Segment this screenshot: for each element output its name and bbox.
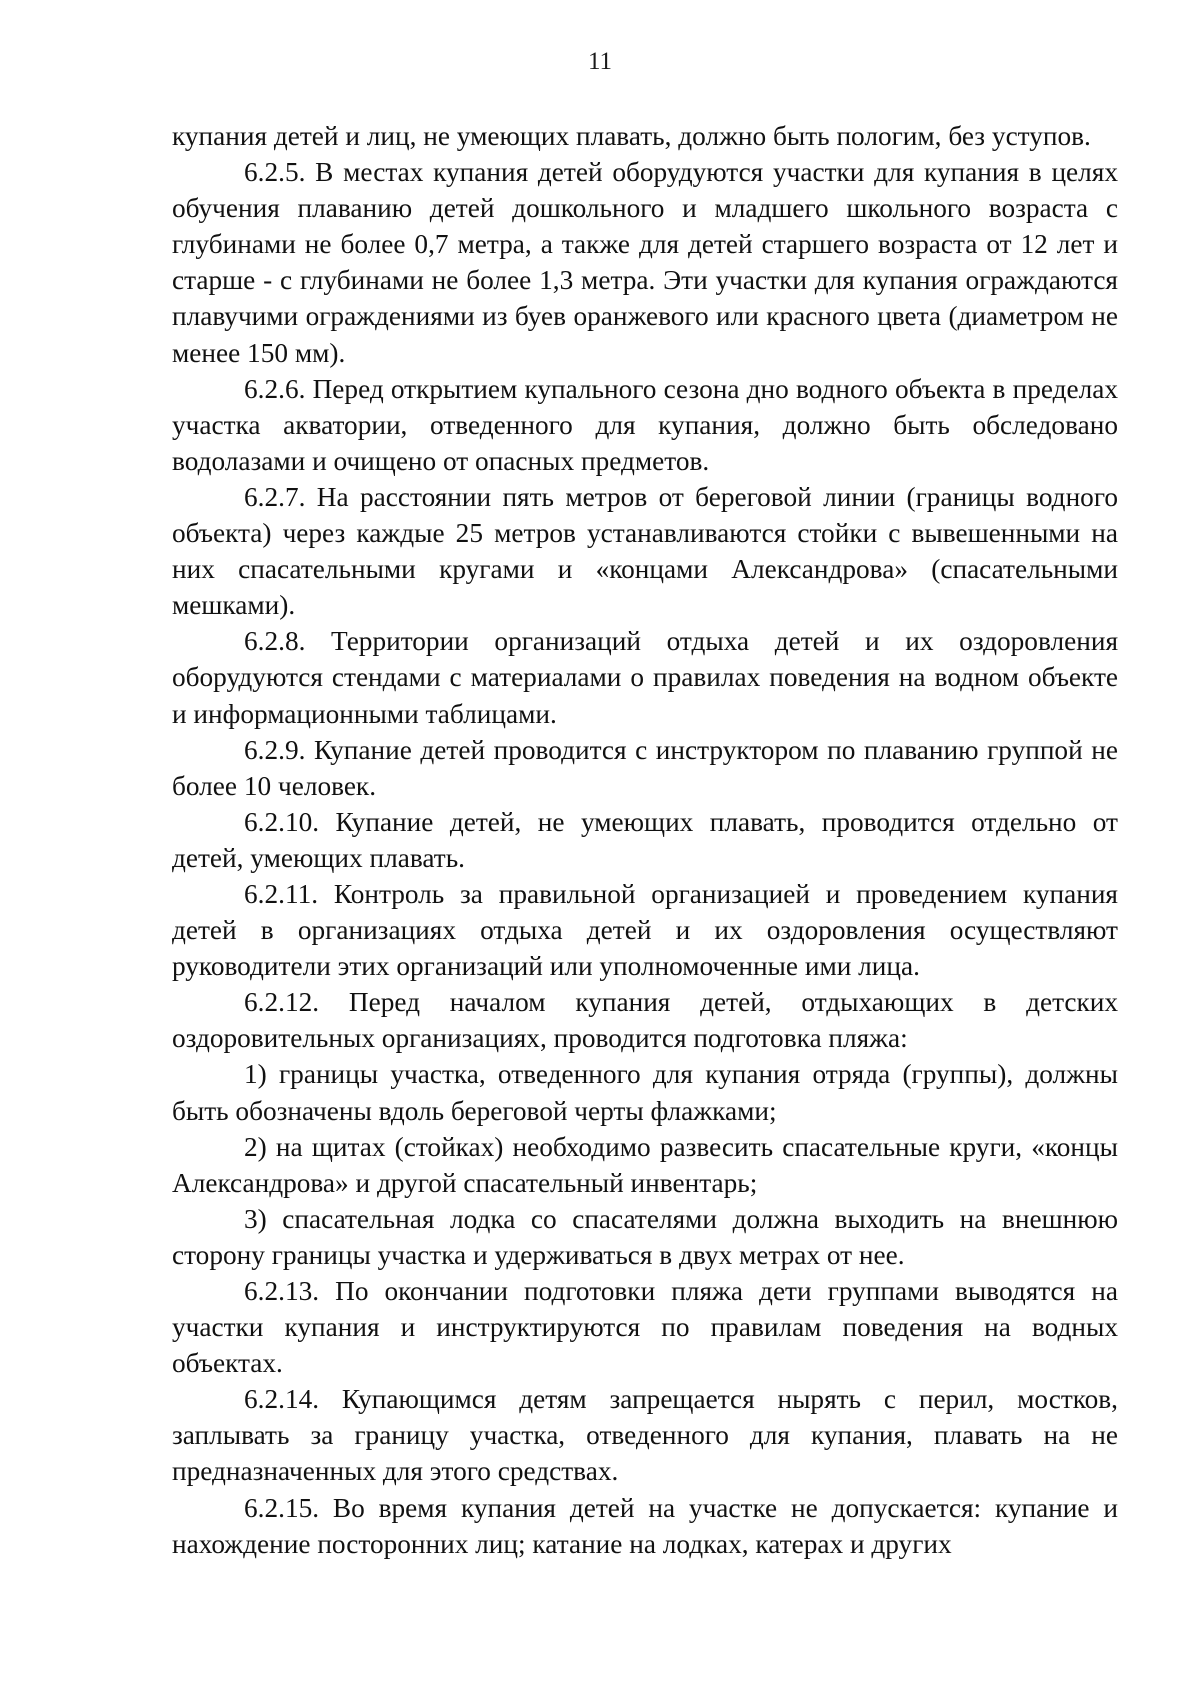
document-body (172, 118, 1118, 1562)
list-item-2: 2) на щитах (стойках) необходимо развесить спасательные круги, «концы Александрова» и другой спасательный инвентарь; (172, 1131, 1118, 1198)
paragraph-6-2-15: 6.2.15. Во время купания детей на участке не допускается: купание и нахождение посторонних лиц; катание на лодках, катерах и других (172, 1492, 1118, 1559)
paragraph-6-2-12: 6.2.12. Перед началом купания детей, отдыхающих в детских оздоровительных организациях, проводится подготовка пляжа: (172, 987, 1118, 1054)
paragraph-6-2-10: 6.2.10. Купание детей, не умеющих плавать, проводится отдельно от детей, умеющих плавать. (172, 806, 1118, 873)
list-item-1: 1) границы участка, отведенного для купания отряда (группы), должны быть обозначены вдоль береговой черты флажками; (172, 1059, 1118, 1126)
paragraph-6-2-6: 6.2.6. Перед открытием купального сезона дно водного объекта в пределах участка акватории, отведенного для купания, должно быть обследовано водолазами и очищено от опасных предметов. (172, 373, 1118, 476)
paragraph-continuation: купания детей и лиц, не умеющих плавать, должно быть пологим, без уступов. (172, 121, 1091, 151)
paragraph-6-2-7: 6.2.7. На расстоянии пять метров от береговой линии (границы водного объекта) через каждые 25 метров устанавливаются стойки с вывешенными на них спасательными кругами и «концами Александрова» (спасательными мешками). (172, 481, 1118, 621)
paragraph-6-2-11: 6.2.11. Контроль за правильной организацией и проведением купания детей в организациях отдыха детей и их оздоровления осуществляют руководители этих организаций или уполномоченные ими лица. (172, 878, 1118, 982)
paragraph-6-2-8: 6.2.8. Территории организаций отдыха детей и их оздоровления оборудуются стендами с материалами о правилах поведения на водном объекте и информационными таблицами. (172, 626, 1118, 729)
paragraph-6-2-14: 6.2.14. Купающимся детям запрещается нырять с перил, мостков, заплывать за границу участка, отведенного для купания, плавать на не предназначенных для этого средствах. (172, 1384, 1118, 1487)
list-item-3: 3) спасательная лодка со спасателями должна выходить на внешнюю сторону границы участка и удерживаться в двух метрах от нее. (172, 1203, 1118, 1270)
page-number: 11 (587, 48, 613, 75)
paragraph-6-2-5: 6.2.5. В местах купания детей оборудуются участки для купания в целях обучения плаванию детей дошкольного и младшего школьного возраста с глубинами не более 0,7 метра, а также для детей старшего возраста от 12 лет и старше - с глубинами не более 1,3 метра. Эти участки для купания ограждаются плавучими ограждениями из буев оранжевого или красного цвета (диаметром не менее 150 мм). (172, 157, 1118, 368)
paragraph-6-2-13: 6.2.13. По окончании подготовки пляжа дети группами выводятся на участки купания и инструктируются по правилам поведения на водных объектах. (172, 1276, 1118, 1379)
paragraph-6-2-9: 6.2.9. Купание детей проводится с инструктором по плаванию группой не более 10 человек. (172, 734, 1118, 801)
